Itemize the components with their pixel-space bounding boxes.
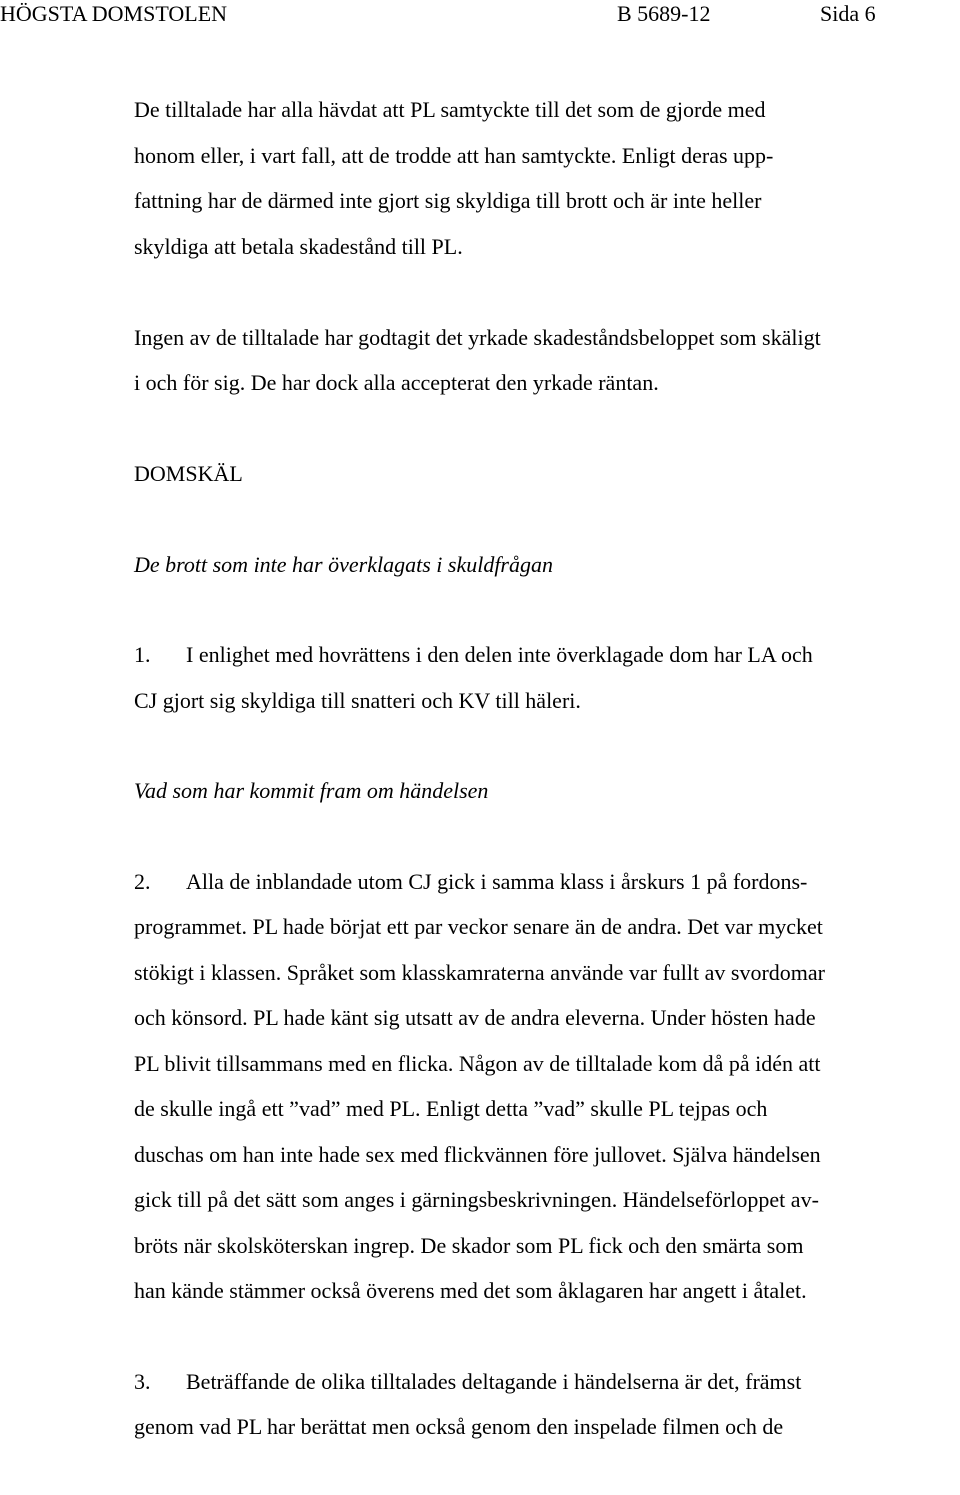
text-line: i och för sig. De har dock alla accepterat den yrkade räntan. xyxy=(134,370,659,395)
paragraph-number: 3. xyxy=(134,1368,151,1394)
numbered-paragraph-2 xyxy=(134,859,960,1314)
section-heading: DOMSKÄL xyxy=(134,461,243,486)
text-line: Alla de inblandade utom CJ gick i samma klass i årskurs 1 på fordons- xyxy=(186,868,808,894)
text-line: programmet. PL hade börjat ett par veckor senare än de andra. Det var mycket xyxy=(134,914,823,939)
text-line: Ingen av de tilltalade har godtagit det yrkade skadeståndsbeloppet som skäligt xyxy=(134,324,821,350)
text-line: de skulle ingå ett ”vad” med PL. Enligt detta ”vad” skulle PL tejpas och xyxy=(134,1096,768,1121)
text-line: och könsord. PL hade känt sig utsatt av de andra eleverna. Under hösten hade xyxy=(134,1005,816,1030)
text-line: skyldiga att betala skadestånd till PL. xyxy=(134,233,463,259)
case-number: B 5689-12 xyxy=(617,1,711,26)
paragraph-number: 2. xyxy=(134,868,151,894)
numbered-paragraph-3 xyxy=(134,1359,960,1450)
text-line: stökigt i klassen. Språket som klasskamraterna använde var fullt av svordomar xyxy=(134,959,825,985)
text-line: genom vad PL har berättat men också genom den inspelade filmen och de xyxy=(134,1414,784,1439)
numbered-paragraph-1 xyxy=(134,632,960,723)
text-line: bröts när skolsköterskan ingrep. De skador som PL fick och den smärta som xyxy=(134,1232,804,1258)
text-line: Beträffande de olika tilltalades deltagande i händelserna är det, främst xyxy=(186,1368,802,1394)
text-line: honom eller, i vart fall, att de trodde att han samtyckte. Enligt deras upp- xyxy=(134,142,774,168)
paragraph-number: 1. xyxy=(134,642,151,667)
text-line: PL blivit tillsammans med en flicka. Någon av de tilltalade kom då på idén att xyxy=(134,1050,821,1076)
paragraph-damages xyxy=(134,315,960,406)
subheading-unappealed-crimes: De brott som inte har överklagats i skuldfrågan xyxy=(134,551,553,577)
page-number: Sida 6 xyxy=(820,1,876,26)
text-line: I enlighet med hovrättens i den delen inte överklagade dom har LA och xyxy=(186,642,813,667)
text-line: De tilltalade har alla hävdat att PL samtyckte till det som de gjorde med xyxy=(134,97,766,122)
subheading-events: Vad som har kommit fram om händelsen xyxy=(134,778,489,803)
document-body xyxy=(134,87,960,1495)
text-line: han kände stämmer också överens med det som åklagaren har angett i åtalet. xyxy=(134,1278,807,1303)
text-line: fattning har de därmed inte gjort sig skyldiga till brott och är inte heller xyxy=(134,188,762,213)
text-line: gick till på det sätt som anges i gärningsbeskrivningen. Händelseförloppet av- xyxy=(134,1187,819,1212)
text-line: duschas om han inte hade sex med flickvännen före jullovet. Själva händelsen xyxy=(134,1141,821,1167)
paragraph-defendants-claims xyxy=(134,87,960,269)
text-line: CJ gjort sig skyldiga till snatteri och KV till häleri. xyxy=(134,687,581,713)
page-header xyxy=(0,0,960,30)
court-name: HÖGSTA DOMSTOLEN xyxy=(0,1,228,26)
